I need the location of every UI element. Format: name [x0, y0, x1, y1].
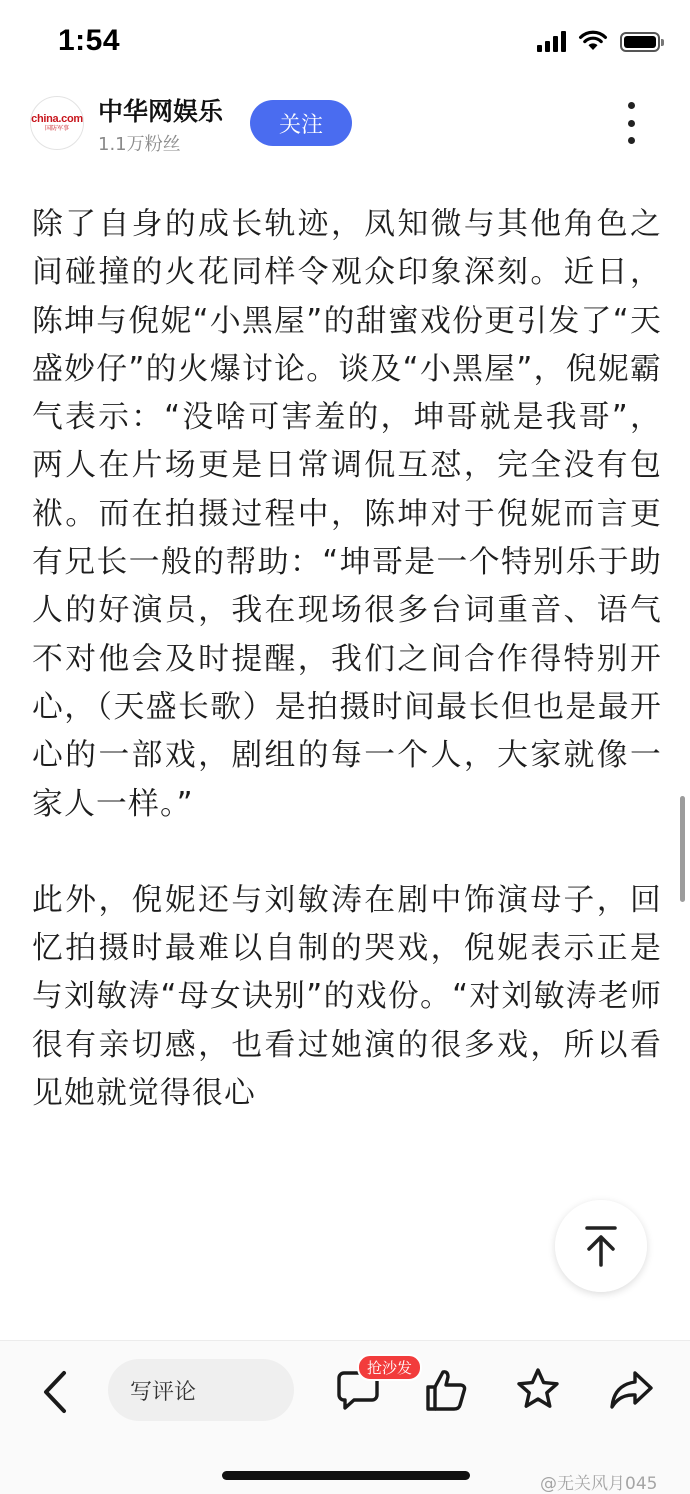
- follow-button[interactable]: 关注: [250, 100, 352, 146]
- status-bar: [0, 0, 690, 86]
- article-body: [32, 200, 662, 1340]
- article-header: [0, 88, 690, 168]
- back-to-top-button[interactable]: [555, 1200, 647, 1292]
- watermark: @无关风月045: [540, 1474, 658, 1494]
- status-time: 1:54: [58, 24, 121, 57]
- star-icon[interactable]: [516, 1367, 560, 1411]
- home-indicator: [222, 1471, 470, 1480]
- thumbs-up-icon[interactable]: [424, 1367, 468, 1413]
- arrow-up-icon: [581, 1225, 621, 1267]
- bottom-action-bar: [0, 1340, 690, 1494]
- account-name[interactable]: 中华网娱乐: [98, 97, 224, 126]
- follower-count: 1.1万粉丝: [98, 134, 181, 155]
- battery-icon: [620, 32, 660, 52]
- share-arrow-icon[interactable]: [608, 1369, 654, 1411]
- sofa-badge: 抢沙发: [357, 1354, 422, 1381]
- comment-input[interactable]: 写评论: [108, 1359, 294, 1421]
- status-icons: [537, 30, 660, 52]
- logo-subtext: 国防军事: [44, 125, 69, 132]
- article-paragraph: 此外，倪妮还与刘敏涛在剧中饰演母子，回忆拍摄时最难以自制的哭戏，倪妮表示正是与刘敏涛“母女诀别”的戏份。“对刘敏涛老师很有亲切感，也看过她演的很多戏，所以看见她就觉得很心: [32, 881, 662, 1112]
- article-paragraph: 除了自身的成长轨迹，凤知微与其他角色之间碰撞的火花同样令观众印象深刻。近日，陈坤与倪妮“小黑屋”的甜蜜戏份更引发了“天盛妙仔”的火爆讨论。谈及“小黑屋”，倪妮霸气表示：“没啥可害羞的，坤哥就是我哥”，两人在片场更是日常调侃互怼，完全没有包袱。而在拍摄过程中，陈坤对于倪妮而言更有兄长一般的帮助：“坤哥是一个特别乐于助人的好演员，我在现场很多台词重音、语气不对他会及时提醒，我们之间合作得特别开心，（天盛长歌）是拍摄时间最长但也是最开心的一部戏，剧组的每一个人，大家就像一家人一样。”: [32, 206, 662, 822]
- wifi-icon: [578, 30, 608, 52]
- account-avatar[interactable]: [30, 96, 84, 150]
- chevron-left-icon[interactable]: [36, 1369, 76, 1415]
- more-vertical-icon[interactable]: [616, 100, 646, 146]
- scrollbar[interactable]: [680, 796, 685, 902]
- cellular-signal-icon: [537, 30, 566, 52]
- logo-text: china.com: [31, 113, 83, 125]
